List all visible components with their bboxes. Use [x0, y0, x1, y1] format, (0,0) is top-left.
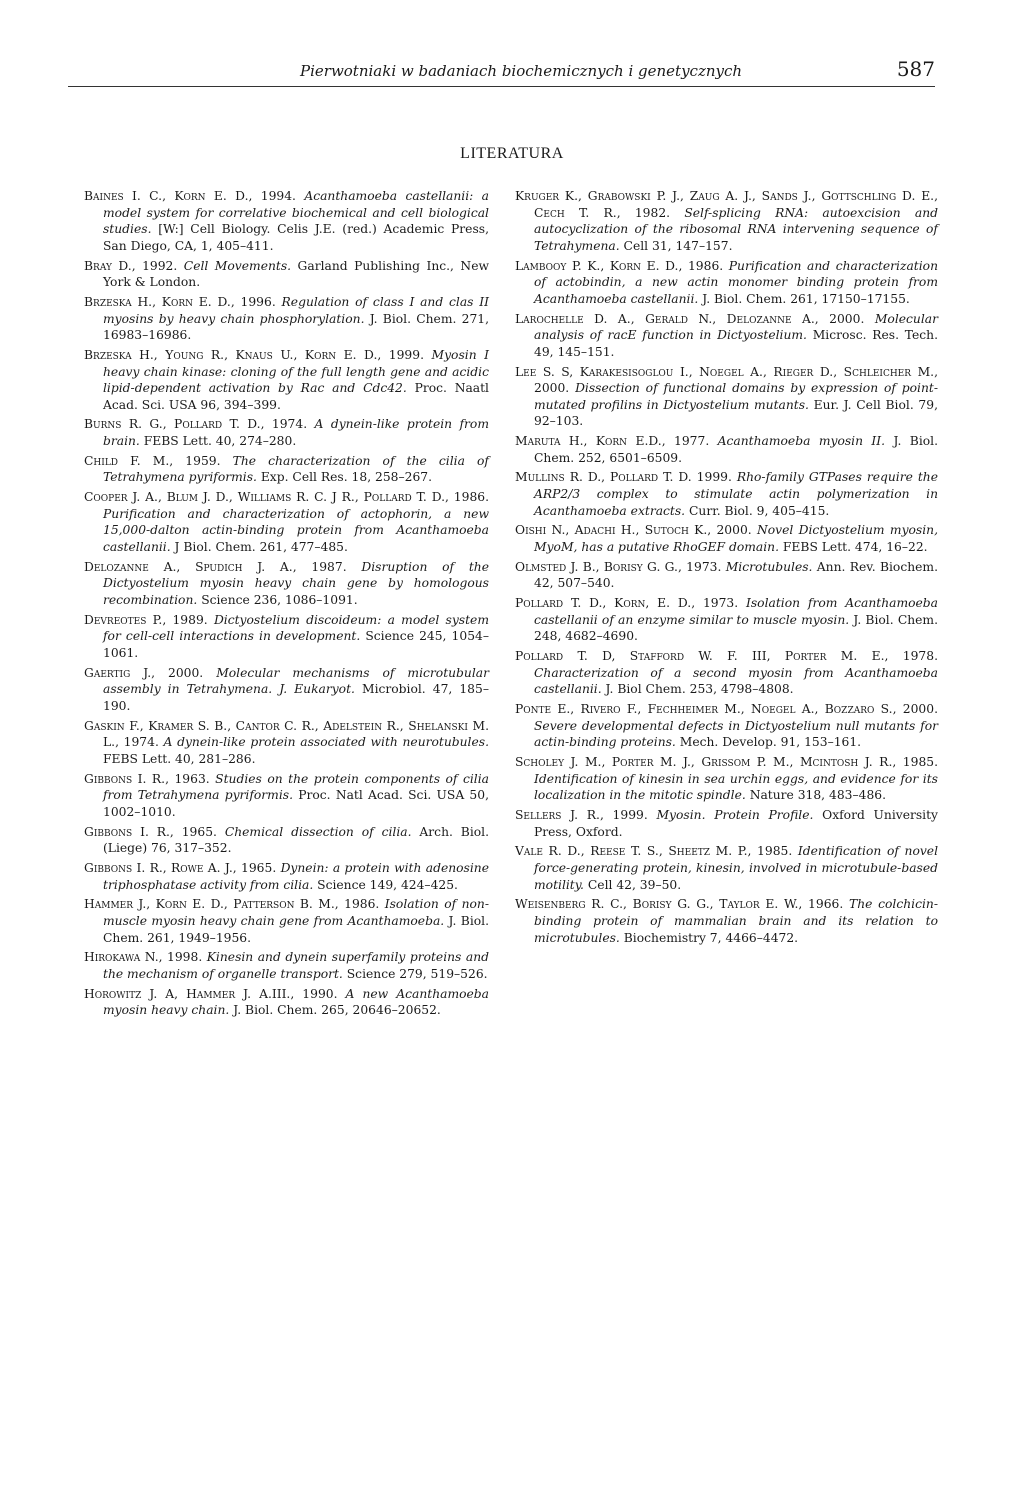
reference-year: , 1959.	[169, 453, 233, 468]
reference-year: , 1977.	[661, 434, 718, 449]
reference-authors: Cooper J. A., Blum J. D., Williams R. C. J R., Pollard T. D.	[84, 490, 446, 505]
reference-title: Identification of kinesin in sea urchin eggs, and evidence for its localization in the mitotic spindle.	[534, 771, 938, 803]
reference-year: , 1992.	[131, 258, 184, 273]
reference-authors: Kruger K., Grabowski P. J., Zaug A. J., Sands J., Gottschling D. E., Cech T. R.	[515, 189, 938, 220]
reference-year: , 2000.	[151, 665, 217, 680]
reference-entry	[515, 433, 938, 466]
reference-title: Microtubules.	[725, 559, 813, 574]
reference-authors: Child F. M.	[84, 453, 170, 468]
reference-title: Regulation of class I and clas II myosins by heavy chain phosphorylation.	[103, 294, 489, 326]
reference-title: Dynein: a protein with adenosine triphosphatase activity from cilia.	[103, 861, 489, 892]
reference-year: , 1974.	[260, 417, 315, 432]
reference-title: Novel Dictyostelium myosin, MyoM, has a putative RhoGEF domain.	[534, 523, 938, 554]
reference-entry	[515, 754, 938, 804]
reference-authors: Hirokawa N.	[84, 950, 159, 965]
reference-entry	[515, 595, 938, 645]
reference-entry	[515, 648, 938, 698]
reference-entry	[84, 188, 489, 254]
reference-authors: Hammer J., Korn E. D., Patterson B. M.	[84, 897, 335, 912]
reference-authors: Delozanne A., Spudich J. A.	[84, 559, 293, 574]
reference-authors: Olmsted J. B., Borisy G. G.	[515, 559, 678, 574]
reference-source: Exp. Cell Res. 18, 258–267.	[256, 470, 433, 485]
reference-title: Disruption of the Dictyostelium myosin heavy chain gene by homologous recombination.	[103, 559, 489, 607]
reference-title: Isolation from Acanthamoeba castellanii of an enzyme similar to muscle myosin.	[534, 596, 938, 627]
reference-source: Ann. Rev. Biochem. 42, 507–540.	[534, 559, 938, 591]
reference-entry	[84, 949, 489, 982]
reference-authors: Gaertig J.	[84, 665, 152, 680]
reference-year: , 1989.	[162, 612, 214, 627]
reference-authors: Lee S. S, Karakesisoglou I., Noegel A., Rieger D., Schleicher M.	[515, 364, 935, 379]
reference-year: , 2000.	[707, 523, 757, 538]
reference-source: J. Biol Chem. 253, 4798–4808.	[601, 682, 794, 697]
reference-authors: Scholey J. M., Porter M. J., Grissom P. M., Mcintosh J. R.	[515, 755, 893, 770]
reference-source: Microsc. Res. Tech. 49, 145–151.	[534, 328, 938, 359]
reference-year: , 1985.	[892, 755, 938, 770]
reference-source: FEBS Lett. 474, 16–22.	[778, 540, 928, 554]
references-right-column	[515, 188, 938, 949]
reference-year: , 1994.	[248, 189, 305, 203]
reference-source: J. Biol. Chem. 265, 20646–20652.	[229, 1003, 441, 1018]
reference-authors: Weisenberg R. C., Borisy G. G., Taylor E. W.	[515, 897, 799, 912]
reference-year: , 1966.	[798, 897, 849, 912]
reference-title: Acanthamoeba castellanii: a model system for correlative biochemical and cell biological studies.	[103, 189, 490, 237]
reference-source: J. Biol. Chem. 271, 16983–16986.	[103, 311, 489, 343]
reference-source: Cell 42, 39–50.	[583, 877, 682, 892]
reference-authors: Lambooy P. K., Korn E. D.	[515, 258, 679, 273]
reference-authors: Pollard T. D., Korn, E. D.	[515, 596, 692, 611]
reference-source: J. Biol. Chem. 261, 1949–1956.	[103, 913, 490, 945]
reference-title: Molecular analysis of racE function in Dictyostelium.	[534, 311, 938, 343]
reference-entry	[84, 294, 489, 344]
reference-source: Oxford University Press, Oxford.	[534, 808, 938, 839]
reference-title: Purification and characterization of actophorin, a new 15,000-dalton actin-binding protein from Acanthamoeba castellanii.	[103, 506, 489, 554]
reference-title: Myosin. Protein Profile.	[656, 808, 814, 823]
reference-authors: Vale R. D., Reese T. S., Sheetz M. P.	[515, 844, 748, 859]
reference-entry	[515, 807, 938, 840]
running-title: Pierwotniaki w badaniach biochemicznych i genetycznych	[300, 62, 743, 80]
reference-year: , 1999.	[377, 347, 432, 362]
reference-year: , 1965.	[232, 861, 281, 875]
reference-source: Nature 318, 483–486.	[745, 788, 886, 803]
page-header	[68, 56, 935, 87]
reference-title: Self-splicing RNA: autoexcision and autocyclization of the ribosomal RNA intervening sequence of Tetrahymena.	[534, 205, 938, 253]
reference-source: Garland Publishing Inc., New York & London.	[103, 258, 489, 290]
reference-authors: Pollard T. D, Stafford W. F. III, Porter M. E.	[515, 649, 885, 664]
reference-year: , 1998.	[158, 950, 207, 965]
reference-year: , 1973.	[691, 596, 747, 611]
reference-year: , 1965.	[169, 824, 225, 839]
reference-source: Proc. Natl Acad. Sci. USA 50, 1002–1010.	[103, 788, 489, 819]
reference-authors: Brzeska H., Young R., Knaus U., Korn E. D.	[84, 347, 378, 362]
reference-title: Cell Movements.	[183, 258, 292, 273]
reference-year: , 1963.	[165, 771, 216, 786]
reference-authors: Burns R. G., Pollard T. D.	[84, 417, 261, 432]
reference-title: Severe developmental defects in Dictyostelium null mutants for actin-binding proteins.	[534, 718, 938, 750]
reference-authors: Gibbons I. R.	[84, 824, 170, 839]
reference-title: Chemical dissection of cilia.	[224, 824, 412, 839]
reference-title: Dissection of functional domains by expression of point-mutated profilins in Dictyostelium mutants.	[534, 381, 938, 412]
reference-entry	[515, 896, 938, 946]
reference-source: J. Biol. Chem. 261, 17150–17155.	[698, 291, 910, 306]
reference-title: The colchicin-binding protein of mammalian brain and its relation to microtubules.	[534, 897, 938, 945]
reference-source: Proc. Naatl Acad. Sci. USA 96, 394–399.	[103, 381, 489, 412]
reference-authors: Mullins R. D., Pollard T. D.	[515, 470, 692, 485]
reference-title: Isolation of non-muscle myosin heavy chain gene from Acanthamoeba.	[103, 897, 489, 928]
reference-authors: Gaskin F., Kramer S. B., Cantor C. R., Adelstein R., Shelanski M. L.	[84, 718, 489, 750]
reference-entry	[84, 347, 489, 413]
reference-authors: Baines I. C., Korn E. D.	[84, 189, 249, 203]
reference-year: , 1974.	[115, 735, 164, 750]
reference-source: Science 279, 519–526.	[342, 966, 488, 981]
reference-entry	[84, 824, 489, 857]
reference-authors: Larochelle D. A., Gerald N., Delozanne A.	[515, 311, 815, 326]
reference-entry	[515, 311, 938, 361]
reference-title: A dynein-like protein associated with neurotubules.	[163, 735, 489, 750]
reference-authors: Brzeska H., Korn E. D.	[84, 294, 231, 309]
reference-source: FEBS Lett. 40, 281–286.	[103, 751, 256, 766]
reference-entry	[84, 665, 489, 715]
reference-authors: Horowitz J. A, Hammer J. A.III.	[84, 986, 291, 1001]
reference-source: Curr. Biol. 9, 405–415.	[685, 503, 830, 518]
reference-source: J. Biol. Chem. 248, 4682–4690.	[534, 612, 938, 644]
reference-year: , 1996.	[230, 294, 282, 309]
reference-year: 1999.	[691, 470, 737, 485]
reference-authors: Oishi N., Adachi H., Sutoch K.	[515, 523, 708, 538]
reference-entry	[515, 364, 938, 430]
reference-entry	[84, 559, 489, 609]
reference-source: FEBS Lett. 40, 274–280.	[139, 434, 297, 449]
reference-source: J. Biol. Chem. 252, 6501–6509.	[534, 434, 938, 465]
reference-title: Dictyostelium discoideum: a model system for cell-cell interactions in development.	[103, 612, 489, 644]
reference-source: Cell 31, 147–157.	[619, 238, 733, 253]
reference-year: , 1985.	[747, 844, 798, 859]
reference-title: Characterization of a second myosin from Acanthamoeba castellanii.	[534, 665, 938, 697]
reference-authors: Devreotes P.	[84, 612, 163, 627]
reference-entry	[84, 453, 489, 486]
reference-title: Rho-family GTPases require the ARP2/3 complex to stimulate actin polymerization in Acanthamoeba extracts.	[534, 470, 938, 518]
reference-entry	[515, 188, 938, 254]
reference-entry	[84, 771, 489, 821]
reference-authors: Gibbons I. R.	[84, 771, 166, 786]
section-title: LITERATURA	[460, 145, 564, 162]
reference-year: , 1987.	[292, 559, 362, 574]
reference-title: A dynein-like protein from brain.	[103, 417, 489, 449]
reference-entry	[84, 860, 489, 893]
reference-year: , 1990.	[290, 986, 346, 1001]
reference-entry	[515, 701, 938, 751]
reference-authors: Gibbons I. R., Rowe A. J.	[84, 861, 233, 875]
reference-source: Microbiol. 47, 185–190.	[103, 682, 489, 713]
reference-year: , 2000.	[892, 702, 938, 717]
reference-year: , 2000.	[534, 364, 938, 396]
reference-title: Acanthamoeba myosin II.	[717, 434, 886, 449]
reference-year: , 1986.	[334, 897, 385, 912]
reference-title: Studies on the protein components of cilia from Tetrahymena pyriformis.	[103, 771, 489, 803]
reference-authors: Bray D.	[84, 258, 132, 273]
reference-title: Molecular mechanisms of microtubular assembly in Tetrahymena. J. Eukaryot.	[103, 665, 489, 697]
reference-entry	[515, 843, 938, 893]
reference-authors: Sellers J. R.	[515, 808, 600, 823]
reference-year: , 1986.	[445, 490, 489, 505]
reference-authors: Ponte E., Rivero F., Fechheimer M., Noegel A., Bozzaro S.	[515, 702, 893, 717]
reference-year: , 1986.	[678, 258, 729, 273]
reference-source: Science 236, 1086–1091.	[197, 592, 358, 607]
page-number: 587	[896, 57, 935, 81]
reference-title: Myosin I heavy chain kinase: cloning of the full length gene and acidic lipid-dependent activation by Rac and Cdc42.	[103, 347, 489, 396]
reference-year: , 1999.	[599, 808, 657, 823]
reference-entry	[84, 612, 489, 662]
reference-title: The characterization of the cilia of Tetrahymena pyriformis.	[103, 453, 489, 485]
reference-entry	[84, 489, 489, 555]
reference-year: , 2000.	[814, 311, 875, 326]
reference-entry	[515, 469, 938, 519]
reference-title: Identification of novel force-generating protein, kinesin, involved in microtubule-based motility.	[534, 844, 939, 892]
reference-title: A new Acanthamoeba myosin heavy chain.	[103, 986, 489, 1018]
reference-entry	[515, 258, 938, 308]
references-left-column	[84, 188, 489, 1022]
reference-source: Science 245, 1054–1061.	[103, 629, 489, 660]
reference-source: Eur. J. Cell Biol. 79, 92–103.	[534, 397, 938, 429]
reference-entry	[515, 559, 938, 592]
reference-source: Mech. Develop. 91, 153–161.	[675, 735, 862, 750]
reference-source: [W:] Cell Biology. Celis J.E. (red.) Academic Press, San Diego, CA, 1, 405–411.	[103, 222, 489, 253]
reference-source: Arch. Biol. (Liege) 76, 317–352.	[103, 824, 490, 856]
reference-source: Biochemistry 7, 4466–4472.	[619, 930, 799, 945]
reference-entry	[84, 416, 489, 449]
reference-entry	[84, 986, 489, 1019]
reference-authors: Maruta H., Korn E.D.	[515, 434, 662, 449]
reference-title: Purification and characterization of actobindin, a new actin monomer binding protein from Acanthamoeba castellanii.	[534, 258, 938, 306]
reference-year: , 1982.	[616, 205, 685, 220]
reference-entry	[84, 718, 489, 768]
reference-entry	[515, 522, 938, 555]
reference-entry	[84, 896, 489, 946]
reference-year: , 1973.	[677, 559, 726, 574]
reference-entry	[84, 258, 489, 291]
reference-year: , 1978.	[884, 649, 938, 664]
reference-source: Science 149, 424–425.	[313, 877, 458, 892]
reference-source: J Biol. Chem. 261, 477–485.	[170, 540, 348, 554]
reference-title: Kinesin and dynein superfamily proteins and the mechanism of organelle transport.	[103, 950, 489, 981]
